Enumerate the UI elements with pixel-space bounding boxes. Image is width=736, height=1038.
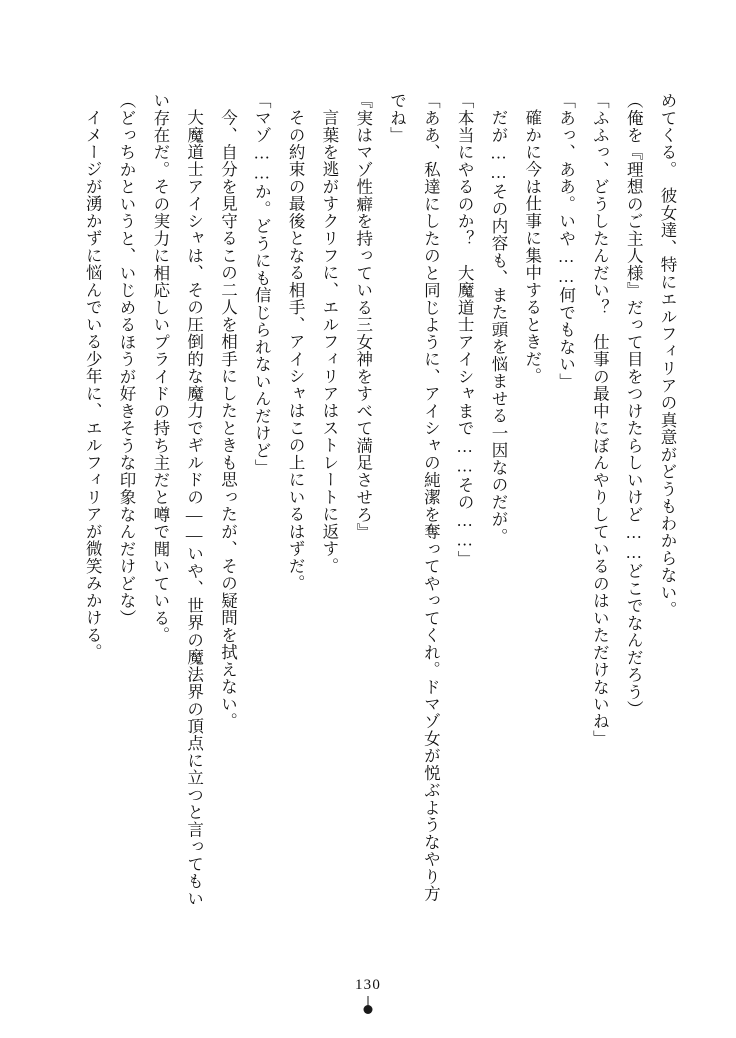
- paragraph: 確かに今は仕事に集中するときだ。: [522, 108, 542, 385]
- paragraph: 『実はマゾ性癖を持っている三女神をすべて満足させろ』: [353, 92, 373, 541]
- dot-ornament-icon: [364, 1005, 373, 1014]
- paragraph: 今、自分を見守るこの二人を相手にしたときも思ったが、その疑問を拭えない。: [218, 108, 238, 730]
- paragraph: 「あっ、ああ。いや……何でもない」: [556, 92, 576, 391]
- paragraph: イメージが湧かずに悩んでいる少年に、エルフィリアが微笑みかける。: [83, 108, 103, 661]
- paragraph: 「本当にやるのか？ 大魔道士アイシャまで……その……」: [455, 92, 475, 568]
- paragraph: だが……その内容も、また頭を悩ませる一因なのだが。: [488, 108, 508, 545]
- paragraph: 大魔道士アイシャは、その圧倒的な魔力でギルドの――いや、世界の魔法界の頂点に立つと言ってもいい存在だ。その実力に相応しいプライドの持ち主だと噂で聞いている。: [150, 92, 204, 907]
- paragraph: 「ああ、私達にしたのと同じように、アイシャの純潔を奪ってやってくれ。ドマゾ女が悦ぶようなやり方でね」: [387, 92, 441, 903]
- paragraph: （どっちかというと、いじめるほうが好きそうな印象なんだけどな）: [117, 92, 136, 627]
- paragraph: （俺を『理想のご主人様』だって目をつけたらしいけど……どこでなんだろう）: [624, 92, 644, 718]
- paragraph: めてくる。 彼女達、特にエルフィリアの真意がどうもわからない。: [658, 92, 677, 619]
- vertical-text-body: [44, 92, 684, 912]
- paragraph: 「ふふっ、どうしたんだい？ 仕事の最中にぼんやりしているのはいただけないね」: [590, 92, 610, 748]
- paragraph: 「マゾ……か。どうにも信じられないんだけど」: [252, 92, 272, 477]
- paragraph: 言葉を逃がすクリフに、エルフィリアはストレートに返す。: [319, 108, 339, 575]
- page-number: 130: [354, 977, 382, 993]
- paragraph: その約束の最後となる相手、アイシャはこの上にいるはずだ。: [286, 108, 306, 592]
